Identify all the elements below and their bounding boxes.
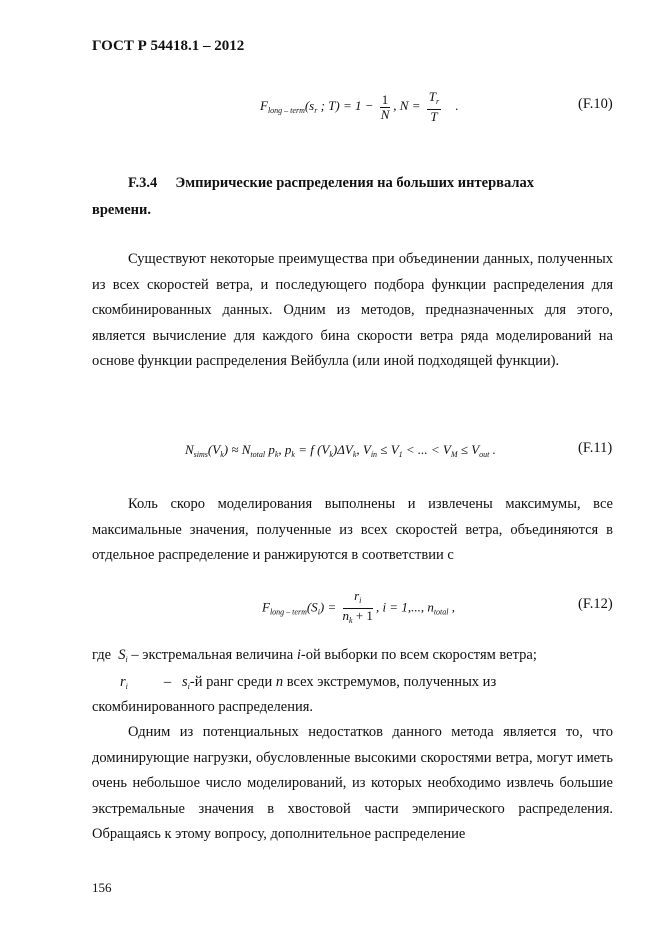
fraction-denominator: T <box>430 109 438 124</box>
where-text: всех экстремумов, полученных из <box>283 674 497 690</box>
eq-symbol: F <box>262 599 270 615</box>
eq-subscript: i <box>125 655 128 664</box>
eq-subscript: k <box>352 450 357 459</box>
equation-f12 <box>262 589 455 628</box>
equation-f11 <box>185 442 496 459</box>
fraction-denominator: N <box>380 106 390 122</box>
eq-subscript: in <box>370 450 378 459</box>
eq-text: , V <box>356 442 371 457</box>
symbol-s: S <box>118 647 126 663</box>
eq-text: , p <box>278 442 292 457</box>
eq-subscript: k <box>274 450 279 459</box>
section-title-line1: Эмпирические распределения на больших интервалах <box>175 175 534 191</box>
eq-text: (V <box>207 442 221 457</box>
eq-text: p <box>265 442 275 457</box>
where-text: -ой выборки по всем скоростям ветра; <box>300 647 537 663</box>
eq-text: , <box>448 599 455 615</box>
eq-symbol: F <box>260 97 268 113</box>
eq-subscript: k <box>349 616 353 625</box>
symbol-i: i <box>296 647 301 663</box>
eq-text: . <box>489 442 496 457</box>
eq-subscript: k <box>220 450 224 459</box>
eq-subscript: i <box>125 682 128 691</box>
where-text: -й ранг среди <box>189 674 276 690</box>
equation-number-f12: (F.12) <box>578 596 613 612</box>
eq-subscript: i <box>187 682 190 691</box>
equation-number-f10: (F.10) <box>578 96 613 112</box>
eq-text: , N = <box>393 97 421 113</box>
paragraph-2 <box>92 492 613 569</box>
eq-text: ≤ V <box>457 442 480 457</box>
eq-subscript: 1 <box>398 450 403 459</box>
eq-subscript: r <box>435 97 440 106</box>
eq-subscript: long – term <box>267 105 305 115</box>
eq-text: = f (V <box>294 442 330 457</box>
fraction-denominator: n <box>342 608 350 623</box>
eq-text: + 1 <box>352 608 373 623</box>
paragraph-text: Существуют некоторые преимущества при объединении данных, полученных из всех скоростей ветра, и последующего подбора функции распределения для скомбинированных данных. Одним из методов, предназначенных для этого, является вычисление для каждого бина скорости ветра ряда моделирований на основе функции распределения Вейбулла (или иной подходящей функции). <box>92 251 613 369</box>
eq-fraction <box>343 589 373 628</box>
fraction-numerator: r <box>354 588 360 603</box>
eq-text: . <box>455 97 459 113</box>
symbol-s: s <box>182 674 188 690</box>
symbol-r: r <box>120 674 126 690</box>
where-prefix: где <box>92 647 112 663</box>
section-number: F.3.4 <box>128 175 158 191</box>
where-line-r-continued: скомбинированного распределения. <box>92 699 314 715</box>
eq-text: < ... < V <box>402 442 451 457</box>
section-title-line2: времени. <box>92 202 151 218</box>
paragraph-1 <box>92 247 613 375</box>
where-line-s <box>92 643 613 673</box>
eq-text: (s <box>304 97 315 113</box>
page-number: 156 <box>92 880 112 895</box>
paragraph-text: Коль скоро моделирования выполнены и извлечены максимумы, все максимальные значения, полученные из всех скоростей ветра, объединяются в отдельное распределение и ранжируются в соответствии с <box>92 496 613 563</box>
eq-subscript: total <box>433 607 449 617</box>
eq-subscript: k <box>291 450 295 459</box>
eq-text: ; T) = 1 − <box>317 97 374 113</box>
eq-text: )ΔV <box>332 442 353 457</box>
eq-text: ≤ V <box>377 442 399 457</box>
paragraph-3 <box>92 720 613 848</box>
where-text: – экстремальная величина <box>127 647 297 663</box>
equation-number-f11: (F.11) <box>578 440 613 456</box>
eq-text: ) = <box>319 599 337 615</box>
fraction-numerator: 1 <box>381 91 389 107</box>
eq-subscript: i <box>317 607 320 617</box>
eq-subscript: k <box>329 450 333 459</box>
eq-subscript: out <box>479 450 490 459</box>
section-heading <box>92 170 613 224</box>
eq-subscript: total <box>250 450 266 459</box>
eq-text: N <box>185 442 194 457</box>
symbol-n: n <box>275 674 284 690</box>
document-header: ГОСТ Р 54418.1 – 2012 <box>92 38 245 54</box>
eq-subscript: long – term <box>269 607 307 617</box>
equation-f10 <box>260 90 459 124</box>
eq-fraction <box>380 93 391 122</box>
paragraph-text: Одним из потенциальных недостатков данного метода является то, что доминирующие нагрузки, обусловленные высокими скоростями ветра, могут иметь очень небольшое число моделирований, из которых необходимо извлечь большие экстремальные значения в хвостовой части эмпирического распределения. Обращаясь к этому вопросу, дополнительное распределение <box>92 724 613 842</box>
eq-text: , i = 1,..., n <box>375 599 434 615</box>
where-dash: – <box>163 674 172 690</box>
eq-fraction <box>427 90 441 124</box>
eq-text: ) ≈ N <box>223 442 251 457</box>
eq-subscript: r <box>314 105 318 115</box>
eq-text: (S <box>306 599 318 615</box>
fraction-numerator: T <box>428 89 436 104</box>
eq-subscript: i <box>359 596 362 605</box>
eq-subscript: M <box>450 450 458 459</box>
eq-subscript: sims <box>193 450 208 459</box>
